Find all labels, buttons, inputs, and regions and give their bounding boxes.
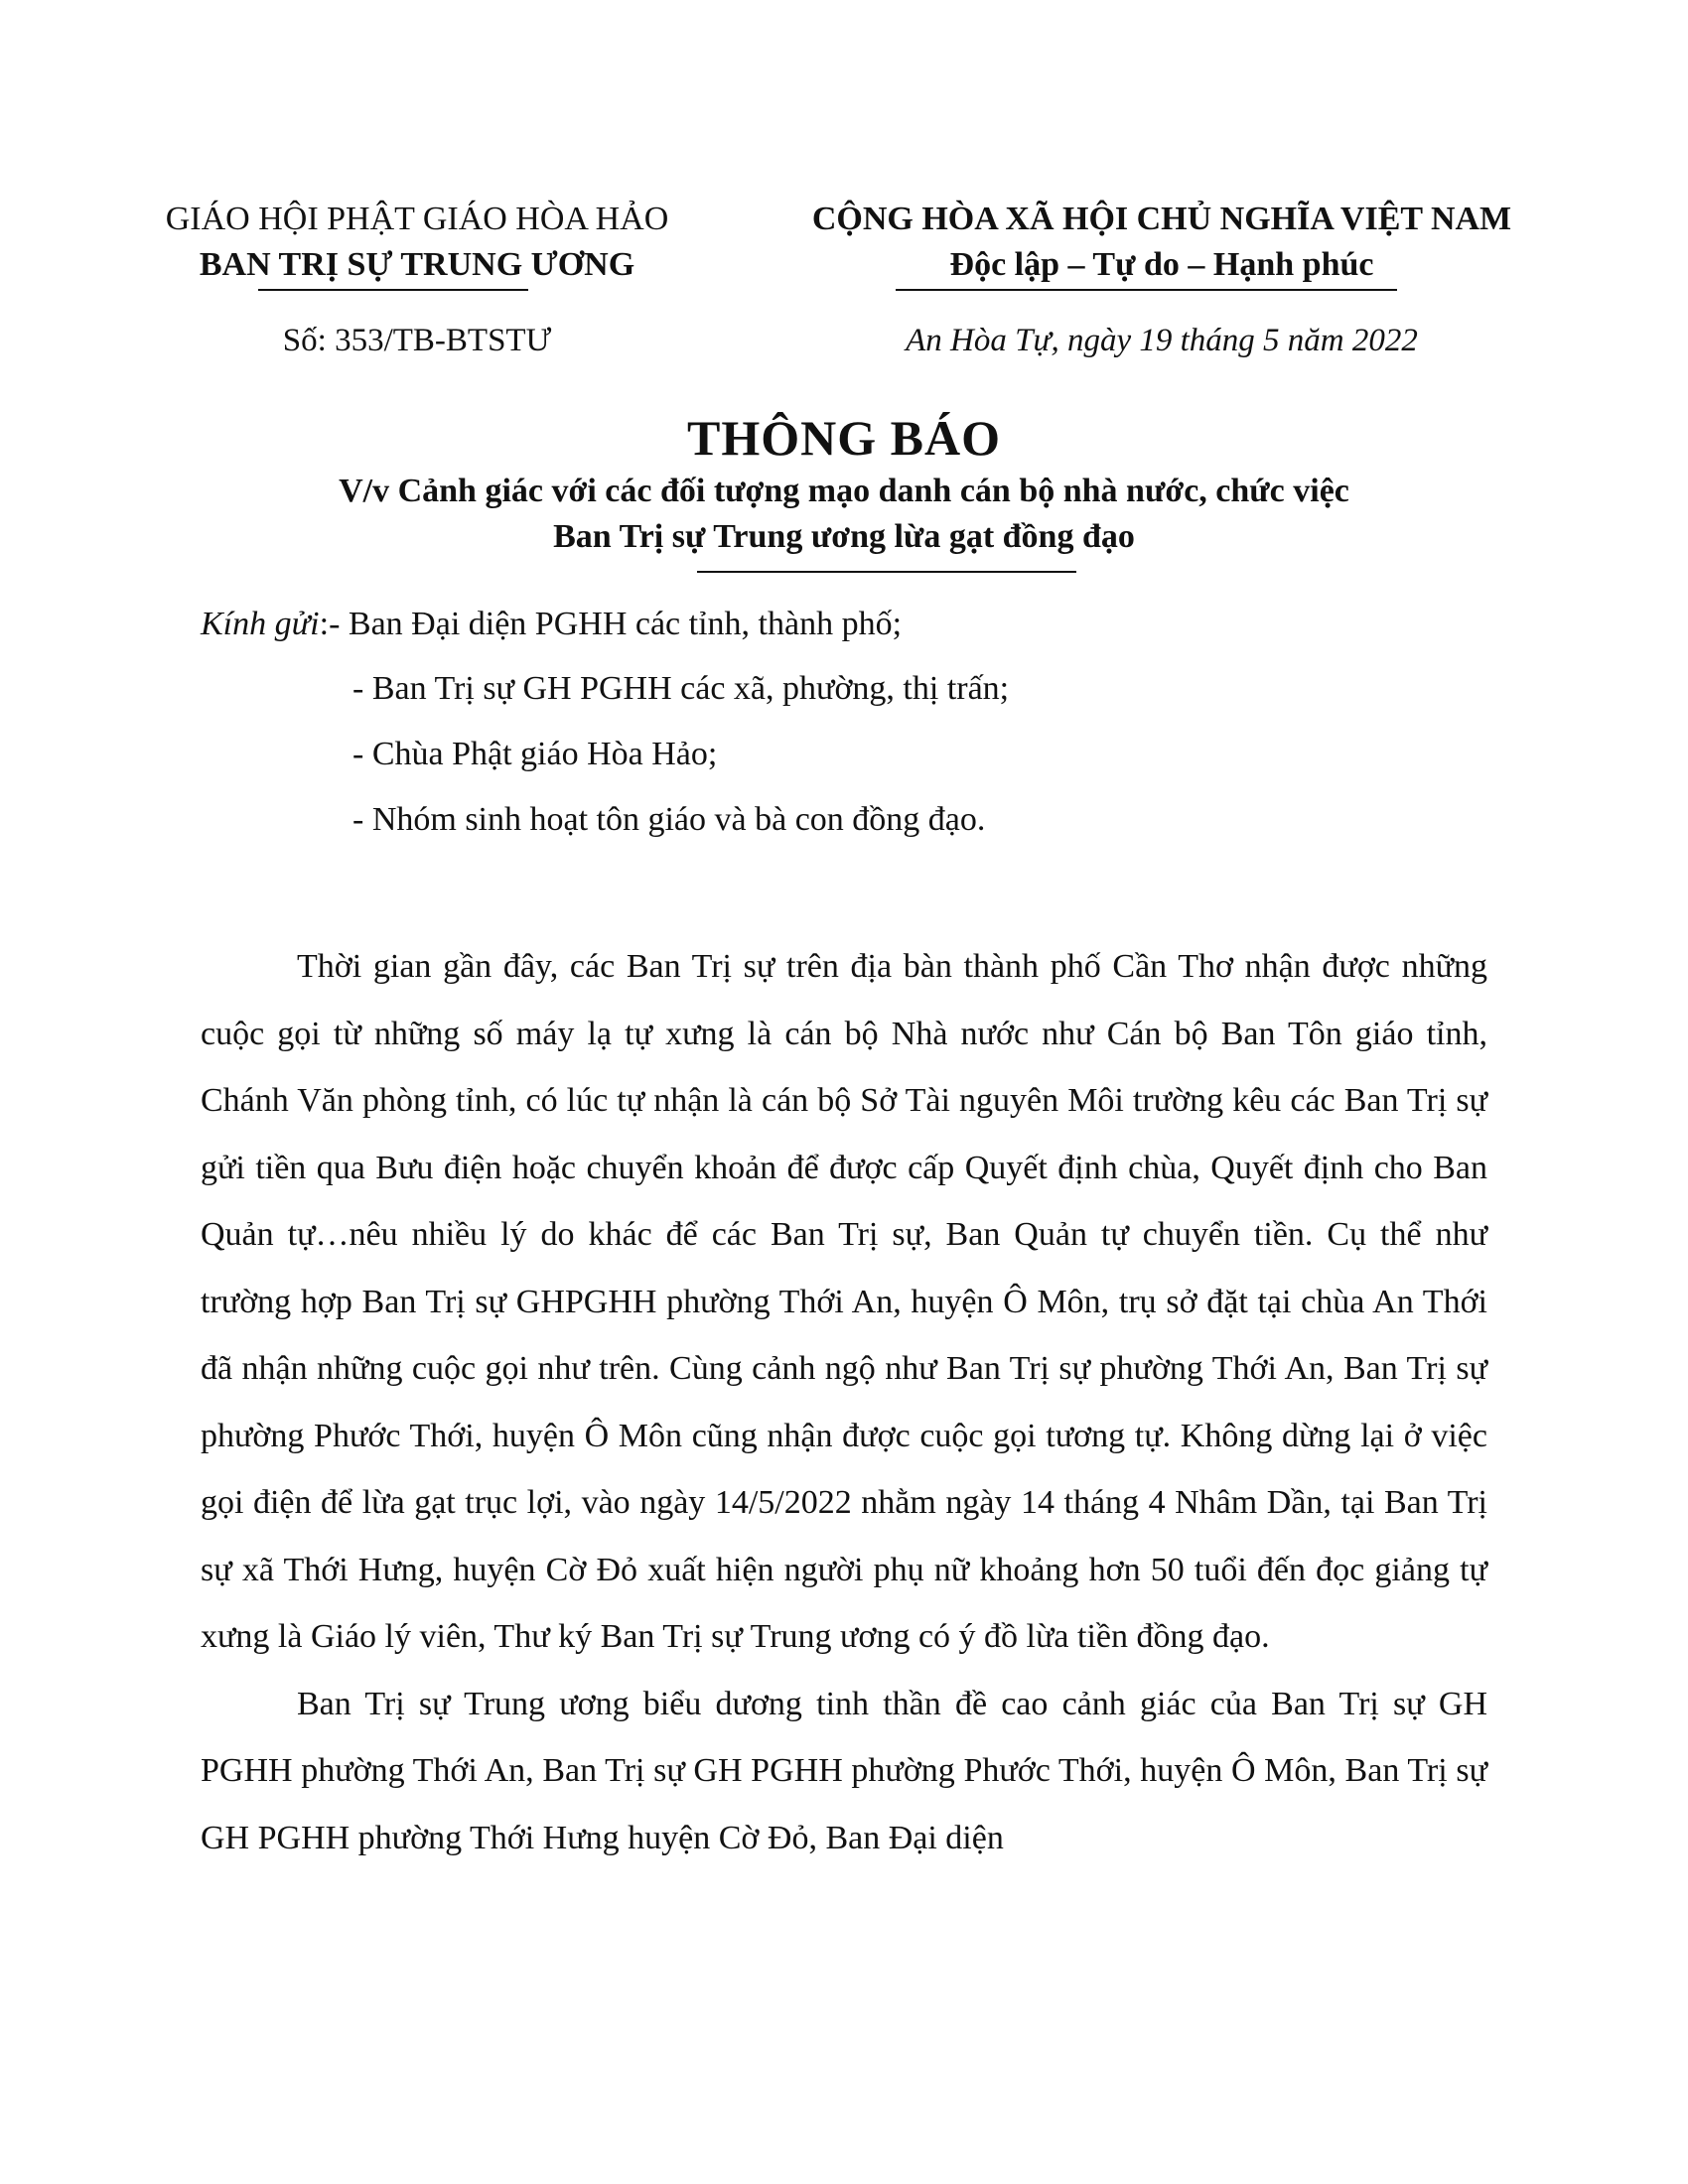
document-number: Số: 353/TB-BTSTƯ bbox=[282, 323, 552, 358]
recipient-label: Kính gửi bbox=[201, 606, 320, 642]
recipient-separator: : bbox=[319, 606, 330, 642]
recipient-item: - Nhóm sinh hoạt tôn giáo và bà con đồng đạo. bbox=[352, 801, 986, 838]
body-paragraph: Thời gian gần đây, các Ban Trị sự trên địa bàn thành phố Cần Thơ nhận được những cuộc gọi từ những số máy lạ tự xưng là cán bộ Nhà nước như Cán bộ Ban Tôn giáo tỉnh, Chánh Văn phòng tỉnh, có lúc tự nhận là cán bộ Sở Tài nguyên Môi trường kêu các Ban Trị sự gửi tiền qua Bưu điện hoặc chuyển khoản để được cấp Quyết định chùa, Quyết định cho Ban Quản tự…nêu nhiều lý do khác để các Ban Trị sự, Ban Quản tự chuyển tiền. Cụ thể như trường hợp Ban Trị sự GHPGHH phường Thới An, huyện Ô Môn, trụ sở đặt tại chùa An Thới đã nhận những cuộc gọi như trên. Cùng cảnh ngộ như Ban Trị sự phường Thới An, Ban Trị sự phường Phước Thới, huyện Ô Môn cũng nhận được cuộc gọi tương tự. Không dừng lại ở việc gọi điện để lừa gạt trục lợi, vào ngày 14/5/2022 nhằm ngày 14 tháng 4 Nhâm Dần, tại Ban Trị sự xã Thới Hưng, huyện Cờ Đỏ xuất hiện người phụ nữ khoảng hơn 50 tuổi đến đọc giảng tự xưng là Giáo lý viên, Thư ký Ban Trị sự Trung ương có ý đồ lừa tiền đồng đạo. bbox=[201, 948, 1487, 1655]
recipient-first-line bbox=[201, 602, 902, 647]
recipient-item: - Ban Trị sự GH PGHH các xã, phường, thị trấn; bbox=[352, 670, 1010, 707]
national-name: CỘNG HÒA XÃ HỘI CHỦ NGHĨA VIỆT NAM bbox=[811, 201, 1512, 237]
national-header bbox=[755, 197, 1569, 288]
motto-underline bbox=[896, 289, 1397, 291]
body-paragraph: Ban Trị sự Trung ương biểu dương tinh thần đề cao cảnh giác của Ban Trị sự GH PGHH phường Thới An, Ban Trị sự GH PGHH phường Phước Thới, huyện Ô Môn, Ban Trị sự GH PGHH phường Thới Hưng huyện Cờ Đỏ, Ban Đại diện bbox=[201, 1685, 1487, 1856]
body-text bbox=[201, 933, 1487, 1871]
issue-date: An Hòa Tự, ngày 19 tháng 5 năm 2022 bbox=[906, 323, 1418, 358]
subject-underline bbox=[697, 571, 1076, 573]
issuer-block bbox=[139, 197, 695, 288]
recipient-item: - Chùa Phật giáo Hòa Hảo; bbox=[352, 736, 718, 772]
issuer-department: BAN TRỊ SỰ TRUNG ƯƠNG bbox=[199, 246, 635, 283]
subject-line-2: Ban Trị sự Trung ương lừa gạt đồng đạo bbox=[553, 518, 1135, 555]
subject-line-1: V/v Cảnh giác với các đối tượng mạo danh cán bộ nhà nước, chức việc bbox=[339, 473, 1349, 509]
document-subject bbox=[199, 469, 1489, 560]
issuer-org: GIÁO HỘI PHẬT GIÁO HÒA HẢO bbox=[165, 201, 669, 237]
national-motto: Độc lập – Tự do – Hạnh phúc bbox=[949, 246, 1374, 283]
document-title: THÔNG BÁO bbox=[687, 410, 1001, 466]
issuer-underline bbox=[258, 289, 528, 291]
recipient-item: - Ban Đại diện PGHH các tỉnh, thành phố; bbox=[329, 606, 903, 642]
